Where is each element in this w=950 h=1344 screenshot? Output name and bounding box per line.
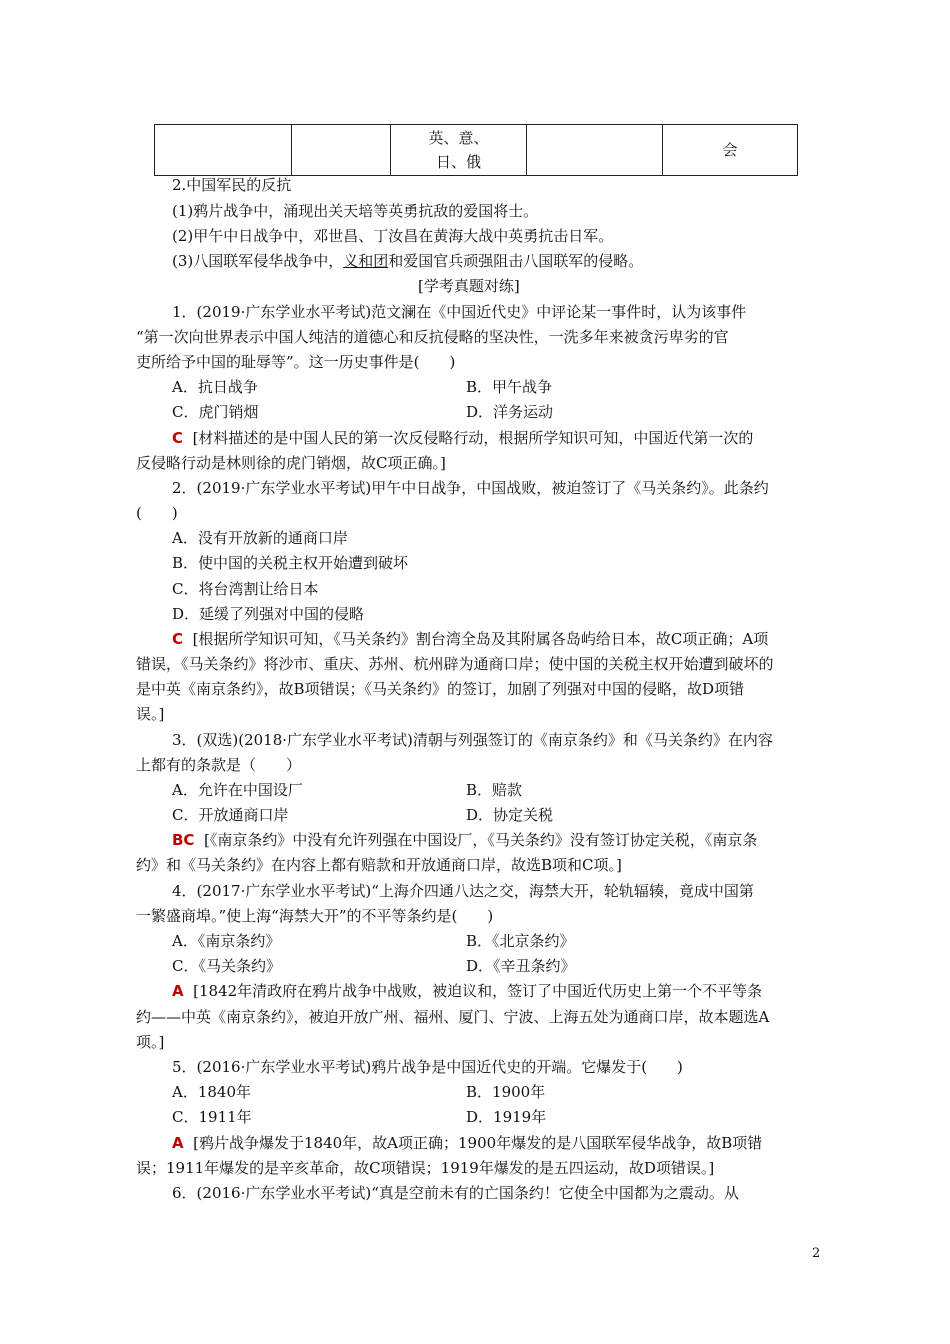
table-cell — [155, 125, 292, 176]
question-1-option-d: D．洋务运动 — [466, 403, 554, 421]
question-2-explanation: 错误，《马关条约》将沙市、重庆、苏州、杭州辟为通商口岸；使中国的关税主权开始遭到破坏的 — [136, 655, 774, 673]
question-2-explanation — [172, 629, 768, 649]
question-2-explanation: 是中英《南京条约》，故B项错误；《马关条约》的签订，加剧了列强对中国的侵略，故D项错 — [136, 680, 745, 698]
explanation-text: [鸦片战争爆发于1840年，故A项正确；1900年爆发的是八国联军侵华战争，故B项错 — [193, 1134, 763, 1152]
question-5-explanation — [172, 1133, 762, 1153]
table-cell — [527, 125, 663, 176]
question-2-explanation: 误。] — [136, 705, 165, 723]
question-4-explanation: 约——中英《南京条约》，被迫开放广州、福州、厦门、宁波、上海五处为通商口岸，故本题选A — [136, 1008, 770, 1026]
table-cell — [391, 125, 527, 176]
question-4-explanation — [172, 981, 762, 1001]
section-item — [172, 251, 643, 271]
table-cell — [292, 125, 391, 176]
question-2-option-b: B．使中国的关税主权开始遭到破坏 — [172, 554, 409, 572]
question-3-line: 3．(双选)(2018·广东学业水平考试)清朝与列强签订的《南京条约》和《马关条约》在内容 — [172, 731, 773, 749]
question-2-line: ( ) — [136, 504, 178, 522]
question-2-option-d: D．延缓了列强对中国的侵略 — [172, 605, 365, 623]
question-3-line: 上都有的条款是（ ） — [136, 756, 302, 774]
answer-label: C — [172, 429, 184, 447]
table-row — [155, 125, 798, 176]
explanation-text: [《南京条约》中没有允许列强在中国设厂，《马关条约》没有签订协定关税，《南京条 — [204, 831, 758, 849]
question-5-option-d: D．1919年 — [466, 1108, 547, 1126]
question-1-option-c: C．虎门销烟 — [172, 403, 259, 421]
section-item: (2)甲午中日战争中，邓世昌、丁汝昌在黄海大战中英勇抗击日军。 — [172, 227, 614, 245]
question-1-option-a: A．抗日战争 — [172, 378, 258, 396]
question-1-explanation — [172, 428, 753, 448]
question-4-line: 4．(2017·广东学业水平考试)“上海介四通八达之交，海禁大开，轮轨辐辏，竟成中国第 — [172, 882, 754, 900]
section-item-text: (3)八国联军侵华战争中， — [172, 252, 344, 270]
question-3-option-b: B．赔款 — [466, 781, 523, 799]
question-3-explanation — [172, 830, 757, 850]
underlined-term: 义和团 — [343, 252, 389, 270]
question-1-explanation: 反侵略行动是林则徐的虎门销烟，故C项正确。] — [136, 454, 446, 472]
section-title: 2.中国军民的反抗 — [172, 176, 292, 194]
question-3-explanation: 约》和《马关条约》在内容上都有赔款和开放通商口岸，故选B项和C项。] — [136, 856, 622, 874]
explanation-text: [材料描述的是中国人民的第一次反侵略行动，根据所学知识可知，中国近代第一次的 — [192, 429, 754, 447]
section-item: (1)鸦片战争中，涌现出关天培等英勇抗敌的爱国将士。 — [172, 202, 539, 220]
question-3-option-c: C．开放通商口岸 — [172, 806, 289, 824]
section-item-text: 和爱国官兵顽强阻击八国联军的侵略。 — [388, 252, 644, 270]
question-2-option-a: A．没有开放新的通商口岸 — [172, 529, 348, 547]
question-5-option-b: B．1900年 — [466, 1083, 546, 1101]
question-2-option-c: C．将台湾割让给日本 — [172, 580, 319, 598]
question-4-option-b: B．《北京条约》 — [466, 932, 575, 950]
question-4-option-c: C．《马关条约》 — [172, 957, 281, 975]
section-heading: [学考真题对练] — [418, 277, 520, 295]
table-cell-line: 日、俄 — [435, 153, 481, 171]
question-1-line: 1．(2019·广东学业水平考试)范文澜在《中国近代史》中评论某一事件时，认为该事件 — [172, 303, 747, 321]
question-5-line: 5．(2016·广东学业水平考试)鸦片战争是中国近代史的开端。它爆发于( ) — [172, 1058, 683, 1076]
summary-table-fragment — [154, 124, 798, 176]
explanation-text: [1842年清政府在鸦片战争中战败，被迫议和，签订了中国近代历史上第一个不平等条 — [193, 982, 763, 1000]
answer-label: A — [172, 1134, 184, 1152]
question-1-line: “第一次向世界表示中国人纯洁的道德心和反抗侵略的坚决性，一洗多年来被贪污卑劣的官 — [136, 328, 729, 346]
question-5-explanation: 误；1911年爆发的是辛亥革命，故C项错误；1919年爆发的是五四运动，故D项错误。] — [136, 1159, 715, 1177]
answer-label: C — [172, 630, 184, 648]
question-3-option-d: D．协定关税 — [466, 806, 554, 824]
answer-label: A — [172, 982, 184, 1000]
question-2-line: 2．(2019·广东学业水平考试)甲午中日战争，中国战败，被迫签订了《马关条约》。此条约 — [172, 479, 769, 497]
explanation-text: [根据所学知识可知，《马关条约》割台湾全岛及其附属各岛屿给日本，故C项正确；A项 — [192, 630, 769, 648]
question-5-option-a: A．1840年 — [172, 1083, 252, 1101]
page-number: 2 — [812, 1246, 821, 1261]
question-4-line: 一繁盛商埠。”使上海“海禁大开”的不平等条约是( ) — [136, 907, 494, 925]
table-cell-line: 英、意、 — [428, 129, 489, 147]
question-5-option-c: C．1911年 — [172, 1108, 252, 1126]
question-4-option-a: A．《南京条约》 — [172, 932, 281, 950]
answer-label: BC — [172, 831, 195, 849]
question-1-option-b: B．甲午战争 — [466, 378, 553, 396]
question-4-explanation: 项。] — [136, 1033, 165, 1051]
question-6-line: 6．(2016·广东学业水平考试)“真是空前未有的亡国条约！它使全中国都为之震动。从 — [172, 1184, 739, 1202]
question-1-line: 吏所给予中国的耻辱等”。这一历史事件是( ) — [136, 353, 456, 371]
question-3-option-a: A．允许在中国设厂 — [172, 781, 303, 799]
table-cell: 会 — [663, 125, 798, 176]
question-4-option-d: D．《辛丑条约》 — [466, 957, 576, 975]
